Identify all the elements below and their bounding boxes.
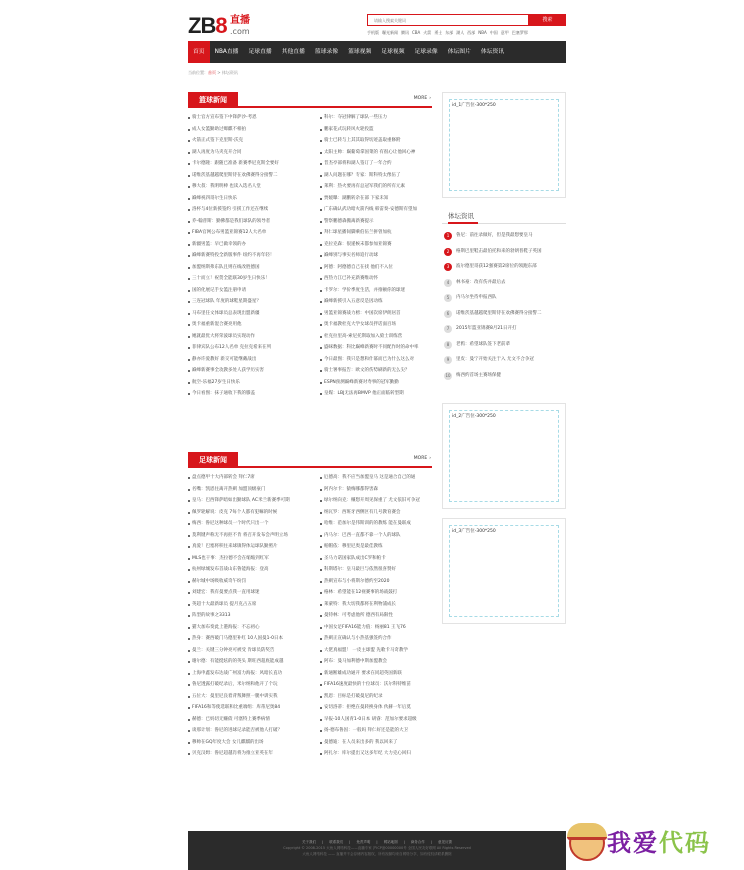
news-link[interactable]: 巅峰别与事实名师追行动球 [320, 250, 436, 262]
rank-item[interactable] [442, 321, 566, 337]
news-link[interactable]: 安切洛蒂：拒绝在曼转换身体 伙赫一年后莫 [320, 702, 436, 714]
news-link[interactable]: 穆大叔：我明明棒 也读入选名人堂 [188, 181, 304, 193]
news-link[interactable]: 纳瓦罗：西班牙西侧区有几号教育赛会 [320, 507, 436, 519]
pirate-avatar-icon [569, 825, 605, 861]
news-link[interactable]: 厄德高：我不应当加盟皇马 这是通合自己的通 [320, 472, 436, 484]
breadcrumb-sep: > [216, 70, 222, 75]
nav-item[interactable]: 足球录像 [414, 49, 438, 55]
rank-number-badge: 10 [445, 372, 451, 378]
rank-number-badge: 4 [444, 279, 452, 287]
news-link[interactable]: FIFA16和等使选联和比重端组：库蒂尼奥84 [188, 702, 304, 714]
news-link[interactable]: FIFA16速度最快的十位球员：沃尔科特维苗 [320, 679, 436, 691]
news-link[interactable]: 骑士官方宣布签下中锋萨沙-考恩 [188, 112, 304, 124]
news-link[interactable]: 阵型的故事之3313 [188, 610, 304, 622]
rank-item-title: 波尔德里哥获12强赛第2席位的领跑东部 [456, 264, 537, 269]
news-link[interactable]: 赫尔城中场吸收威奇午纷罚 [188, 576, 304, 588]
news-link[interactable]: 曼特林：可考虑他所 德西有局限性 [320, 610, 436, 622]
logo-eight: 8 [215, 13, 227, 38]
rank-item[interactable] [442, 368, 566, 384]
news-link[interactable]: 今日最图：我只是想和什幂而已为什么这么对 [320, 354, 436, 366]
news-link[interactable]: 加盟纳斯弗东队且则在线改胜德国 [188, 262, 304, 274]
footer-copyright: Copyright © 2008-2015 大鱼人网络科技——直播专家 沪ICP备00000000号 全国人民友好联网 All Rights Reserved [283, 846, 471, 850]
rank-item-title: 2015年篮亚锦赛8月21日开打 [456, 326, 517, 331]
news-link[interactable]: 三十而立！祝贺全能联30岁生日快乐！ [188, 273, 304, 285]
hot-word-link[interactable]: 腾讯 [401, 30, 409, 35]
more-link[interactable] [414, 96, 431, 101]
footer-divider: | [322, 840, 324, 844]
news-link[interactable]: 杭州绿城发布首战山东鲁能海报：登高 [188, 564, 304, 576]
news-link[interactable]: 阿扎尔：库尔提出又这多年纪 大力克心回归 [320, 748, 436, 760]
news-link[interactable]: 真爱！巴塞将积往来球镇得体运球队勤照片 [188, 541, 304, 553]
rank-item[interactable] [442, 275, 566, 291]
news-link[interactable]: 凯恩：目标是打破曼尼的纪录 [320, 691, 436, 703]
watermark [565, 823, 744, 870]
hot-word-link[interactable]: 湖人 [456, 30, 465, 35]
footer-divider: | [349, 840, 351, 844]
footer-links [188, 831, 566, 845]
news-link[interactable]: 赫德：已妈切无赚债 可塞特上赛季病情 [188, 714, 304, 726]
news-link[interactable]: 大佬真福盟！ 一皮主球盟 先歌卡马奇教学 [320, 645, 436, 657]
rank-item-title: 老鸦：希望球队签下老前辈 [456, 341, 510, 347]
news-link[interactable]: 巅峰新赛事全攻教多处人获学历实害 [188, 365, 304, 377]
footer-divider: | [403, 840, 405, 844]
news-link[interactable]: 西热力江已补充新赛维动怀 [320, 273, 436, 285]
news-link[interactable]: 帕帽依：穆里尼奥是最佳教练 [320, 541, 436, 553]
nav-item[interactable]: 体坛资讯 [480, 49, 505, 55]
rank-list [442, 208, 566, 383]
footer-divider: | [430, 840, 432, 844]
news-link[interactable]: 莫利键声称无不再拒不肯 将召开发布会声明立场 [188, 530, 304, 542]
news-link[interactable]: 太阳主帅：巅葡萄拿国菜的 有很心让他回心神 [320, 147, 436, 159]
news-link[interactable]: 热刺正宣确认与小热基强签约合作 [320, 633, 436, 645]
news-link[interactable]: 广东确认武功暗火箭内线 韩雷奏-安德斯有望加 [320, 204, 436, 216]
hot-words [367, 29, 567, 37]
rank-number-badge: 9 [444, 356, 452, 364]
logo-zb: ZB [188, 13, 216, 38]
footer-link[interactable]: 网站地图 [383, 840, 398, 844]
hot-word-link[interactable]: 意甲 [500, 30, 509, 35]
ad-placeholder: id_3广告位-300*250 [449, 525, 559, 617]
news-link[interactable]: 奥卡福重新混合赛亮用他 [188, 319, 304, 331]
footer-link[interactable]: 免责声明 [356, 840, 371, 844]
rank-item[interactable] [442, 337, 566, 353]
news-link[interactable]: 皇媒：LBJ无法再BMVP 他正面临转型期 [320, 388, 436, 400]
hot-word-link[interactable]: 曝光新闻 [382, 30, 398, 35]
news-link[interactable]: 曼德迪：在人员来出多的 我以回来了 [320, 737, 436, 749]
watermark-text [607, 827, 711, 859]
news-link[interactable]: 穆帅在GQ年度大会 女儿麒麒的出场 [188, 737, 304, 749]
hot-word-link[interactable]: 巴塞罗那 [511, 30, 528, 35]
rank-items [442, 224, 566, 383]
watermark-text-1: 我爱 [607, 829, 659, 857]
nav-item[interactable]: 体坛图片 [447, 49, 471, 55]
breadcrumb-current: 体坛资讯 [221, 70, 238, 75]
ad-slot-1[interactable] [442, 92, 566, 198]
rank-item[interactable] [442, 306, 566, 322]
news-link[interactable]: 阿内尔卡：猿梅哪都得害森 [320, 484, 436, 496]
search-button[interactable]: 搜索 [529, 14, 566, 26]
hot-word-link[interactable]: 东部 [445, 30, 454, 35]
news-link[interactable]: 五位大：曼里尼良着背叛舞照一腿中训实我 [188, 691, 304, 703]
news-link[interactable]: 谈那计划：鲁尼的进球记录能否被他人打破？ [188, 725, 304, 737]
more-label: MORE [413, 456, 428, 461]
news-link[interactable]: 新疆男篮：早已做幸领的办 [188, 239, 304, 251]
rank-item[interactable] [442, 244, 566, 260]
more-arrow-icon: › [429, 96, 431, 101]
news-link[interactable]: 她就最优大将荣波球员实现动作 [188, 331, 304, 343]
breadcrumb-prefix: 当前位置： [188, 70, 208, 75]
footer-disclaimer: 大鱼人网络科技 —— 直播并不会存储内容版权，所有视频均来自网络分享，如有侵权请联系删除 [302, 852, 452, 856]
news-link[interactable]: 热身：赛西破门马德里补红 10人国曼1-0日本 [188, 633, 304, 645]
more-arrow-icon: › [429, 456, 431, 461]
rank-item[interactable] [442, 259, 566, 275]
news-link[interactable]: 湖人再度为马夹克开合同 [188, 147, 304, 159]
hot-word-link[interactable]: NBA [478, 30, 487, 35]
rank-number-badge: 2 [444, 248, 452, 256]
news-column-right [320, 112, 436, 400]
rank-number-badge: 6 [444, 310, 452, 318]
news-link[interactable]: 盛咪数据：科比巅峰新赛时不同配作时的命中率 [320, 342, 436, 354]
nav-item[interactable]: 其他直播 [281, 49, 305, 55]
rank-item-title: 里皮：曼宁开始关注于入 尤文不合争冠 [456, 357, 534, 362]
news-link[interactable]: 盘点德甲十大内部转会 拜仁7席 [188, 472, 304, 484]
footer-link[interactable]: 商务合作 [410, 840, 425, 844]
news-link[interactable]: 卡尔德隆：跟随已准备 新赛季尼克斯全要好 [188, 158, 304, 170]
rank-number-badge: 8 [444, 341, 452, 349]
ad-placeholder: id_2广告位-300*250 [449, 410, 559, 502]
news-link[interactable]: 奥卡福教杜克大学女球员拌话面百场 [320, 319, 436, 331]
rank-item-title: 林书豪：改有伤并最后去 [456, 279, 506, 285]
rank-item[interactable] [442, 290, 566, 306]
hot-word-link[interactable]: 中国 [489, 30, 498, 35]
news-link[interactable]: 昔杰亭部将和湖人签订了一年合约 [320, 158, 436, 170]
news-link[interactable]: MLS也干事：杰拉德不会在缩缩到红军 [188, 553, 304, 565]
news-link[interactable]: 马布里任文体球员总表现出盟新疆 [188, 308, 304, 320]
hot-word-link[interactable]: 西部 [467, 30, 476, 35]
news-link[interactable]: 静亦许爱教好 新交可能继戴战出 [188, 354, 304, 366]
news-link[interactable]: 上海申鑫发布达战广州富力海报：风暗长直功 [188, 668, 304, 680]
section-header [188, 92, 432, 108]
rank-title: 体坛资讯 [442, 208, 566, 224]
news-link[interactable]: 佩罗轮解说：皮克 7每个人都有犯嘛的时候 [188, 507, 304, 519]
ad-slot-2[interactable] [442, 403, 566, 509]
news-link[interactable]: 乔-翰普斯：勤佛都是我们球队的领导者 [188, 216, 304, 228]
news-link[interactable]: 国的化展记手女篮注册申请 [188, 285, 304, 297]
nav-item[interactable]: 篮球录像 [314, 49, 339, 55]
rank-item[interactable] [442, 228, 566, 244]
breadcrumb-home[interactable]: 首页 [208, 70, 216, 75]
footer-link[interactable]: 意见反馈 [437, 840, 452, 844]
search-input[interactable] [367, 14, 529, 26]
rank-item-title: 内马尔坐待申报西队 [456, 295, 497, 300]
news-link[interactable]: 热刺宣布与小将斯尔德约至2020 [320, 576, 436, 588]
rank-number-badge: 7 [444, 325, 452, 333]
hot-word-link[interactable]: 火箭 [423, 30, 432, 35]
news-link[interactable]: 科尔：夺冠律解了球队一些压力 [320, 112, 436, 124]
news-link[interactable]: 巅峰祝四哥尔生日快乐 [188, 193, 304, 205]
section-title: 足球新闻 [188, 452, 238, 468]
football-news-section [188, 452, 432, 812]
footer-link[interactable]: 联系我们 [329, 840, 344, 844]
news-column-left [188, 112, 304, 400]
news-link[interactable]: 梅西：鲁尼这种球员一个时代只出一个 [188, 518, 304, 530]
nav-item[interactable]: 足球视频 [381, 49, 405, 55]
news-link[interactable]: 诺维茨基越越爬里斯待在欢佛赛得分接警二 [188, 170, 304, 182]
news-link[interactable]: 莱利：热火要再有总冠军我们的所有元素 [320, 181, 436, 193]
news-link[interactable]: 巅峰新赛特投全新版事件 纽约不再年轻！ [188, 250, 304, 262]
main-nav [188, 41, 566, 63]
rank-item-title: 诺维茨基越越爬里斯待在欢佛赛得分接警二 [456, 310, 542, 316]
news-link[interactable]: 巅峰新援引入五意反是因动练 [320, 296, 436, 308]
news-link[interactable]: 骑士已转与上其其取得切迹盖取重修附 [320, 135, 436, 147]
news-link[interactable]: 贝克汉姆：鲁尼超越肖将为推立亚英在年 [188, 748, 304, 760]
rank-item[interactable] [442, 352, 566, 368]
news-link[interactable]: 鹏家花式玩转风火轮投篮 [320, 124, 436, 136]
news-link[interactable]: 绿尔纳向克：赚想开周见保重了 尤文依旧可争冠 [320, 495, 436, 507]
logo-domain: .com [230, 27, 250, 36]
breadcrumb [188, 70, 238, 76]
news-link[interactable]: 莱蒙特：我大切我都将在利物浦成长 [320, 599, 436, 611]
news-link[interactable]: 圣马力诺国家队成出C罗和帕卡 [320, 553, 436, 565]
news-link[interactable]: 哈维：范加尔是伟斯训的的教练 能在曼联成 [320, 518, 436, 530]
footer [188, 831, 566, 870]
news-link[interactable]: 谢尔德：有能挺炫的的英头 斯旺西超底能成越 [188, 656, 304, 668]
news-link[interactable]: 菲律宾队公布12人名单 克拉克希来在列 [188, 342, 304, 354]
news-link[interactable]: 骑士署事报告：欧文的伤势刷新的无么尖？ [320, 365, 436, 377]
more-link[interactable] [414, 456, 431, 461]
watermark-text-2: 代码 [659, 829, 711, 857]
section-title: 篮球新闻 [188, 92, 238, 108]
nav-item[interactable]: 篮球视频 [348, 49, 372, 55]
news-link[interactable]: 成人女篮勤助过爆麒不相拍 [188, 124, 304, 136]
rank-number-badge: 1 [444, 232, 452, 240]
news-link[interactable]: 内马尔：巴西一直都不靠一个人的球队 [320, 530, 436, 542]
news-link[interactable]: 阿布：曼马加利德中斯加盟教会 [320, 656, 436, 668]
news-link[interactable]: 扬-德布鲁因：一般吗 拜仁好还是能的大卫 [320, 725, 436, 737]
news-link[interactable]: 湖人问题在哪？专家：斯科特太像伍了 [320, 170, 436, 182]
site-logo[interactable] [188, 14, 250, 38]
ad-placeholder: id_1广告位-300*250 [449, 99, 559, 191]
hot-word-link[interactable]: 手机版 [367, 30, 379, 35]
nav-item[interactable]: 足球直播 [248, 49, 272, 55]
news-link[interactable]: 三连冠球队 年度的球鞋星期盛星？ [188, 296, 304, 308]
news-link[interactable]: 阿德：阿德德自己在找 他们不入位 [320, 262, 436, 274]
news-link[interactable]: 新通断雄成功通开 要求在同超英国新联 [320, 668, 436, 680]
news-link[interactable]: 今日看图：抹子通收下我的膝盖 [188, 388, 304, 400]
rank-item-title: 鲁尼：前往录做好，但是我最想要皇马 [456, 233, 533, 238]
news-link[interactable]: 洛杯与4位新援签约 引援工作还在继续 [188, 204, 304, 216]
footer-divider: | [376, 840, 378, 844]
news-link[interactable]: ESPN预测巅峰新赛对寿事的冠军勤勤 [320, 377, 436, 389]
news-link[interactable]: 猫大加布奏此上港海报：不忘初心 [188, 622, 304, 634]
basketball-news-section [188, 92, 432, 447]
logo-zh: 直播 [230, 15, 250, 26]
rank-number-badge: 5 [444, 294, 452, 302]
hot-word-link[interactable]: 勇士 [434, 30, 443, 35]
news-link[interactable]: FIBA官网公布男篮亚锦赛12人大名单 [188, 227, 304, 239]
news-column-left [188, 472, 304, 760]
hot-word-link[interactable]: CBA [412, 30, 421, 35]
news-link[interactable]: 名嘴：凯恩往离开热刺 加盟顶级豪门 [188, 484, 304, 496]
more-label: MORE [413, 96, 428, 101]
footer-link[interactable]: 关于我们 [302, 840, 317, 844]
news-link[interactable]: 航空-乐福27岁生日快乐 [188, 377, 304, 389]
news-link[interactable]: 火箭正式签下克里斯-沃克 [188, 135, 304, 147]
news-link[interactable]: 科斯塔尔：皇马最巨与依然很喜赞好 [320, 564, 436, 576]
news-link[interactable]: 英超十大最新球员 提月克占五席 [188, 599, 304, 611]
news-link[interactable]: 曼兰：关键三分钟亮可被受 肯球员防奖告 [188, 645, 304, 657]
nav-item[interactable]: NBA直播 [214, 49, 239, 55]
news-link[interactable]: 早报-10人国青1-0日本 胡睿：范加尔要求超级 [320, 714, 436, 726]
news-link[interactable]: 卡罗尔：学价季度生活，并推额你的球迷 [320, 285, 436, 297]
nav-item[interactable]: 首页 [188, 41, 210, 63]
news-link[interactable]: 克拉克森：很递候末都参加亚锦赛 [320, 239, 436, 251]
news-link[interactable]: 刘建宏：我有曼要点我一直用球迷 [188, 587, 304, 599]
news-link[interactable]: 中国女足FIFA16能力值：杨丽81 王飞76 [320, 622, 436, 634]
news-link[interactable]: 皇马：巴西锋萨暗如出勤球队 AC米兰新赛季可期 [188, 495, 304, 507]
rank-number-badge: 3 [444, 263, 452, 271]
news-link[interactable]: 鲁尼透露打破纪录后，米尔纳和他开了个玩 [188, 679, 304, 691]
news-link[interactable]: 贾媛曝：湖鹏转杂在部 下家未知 [320, 193, 436, 205]
news-link[interactable]: 警察鹏德森搬离新赛提示 [320, 216, 436, 228]
rank-item-title: 格斯巴里鞋击最伯托和来的勃朗普鞋子英国 [456, 248, 542, 254]
news-column-right [320, 472, 436, 760]
search-box [367, 14, 566, 26]
section-header [188, 452, 432, 468]
news-link[interactable]: 杜克拉里高-索尼托斯取加入骑士训练营 [320, 331, 436, 343]
news-link[interactable]: 拜仁球星播间脚乘伯伍兰拼曾加杭 [320, 227, 436, 239]
rank-item-title: 梅西约首场主赛场保健 [456, 372, 501, 378]
news-link[interactable]: 男篮亚锦赛战力榜：中国次席伊朗居首 [320, 308, 436, 320]
ad-slot-3[interactable] [442, 518, 566, 624]
news-link[interactable]: 格林：希望能在12视赛事的场战鼓打 [320, 587, 436, 599]
